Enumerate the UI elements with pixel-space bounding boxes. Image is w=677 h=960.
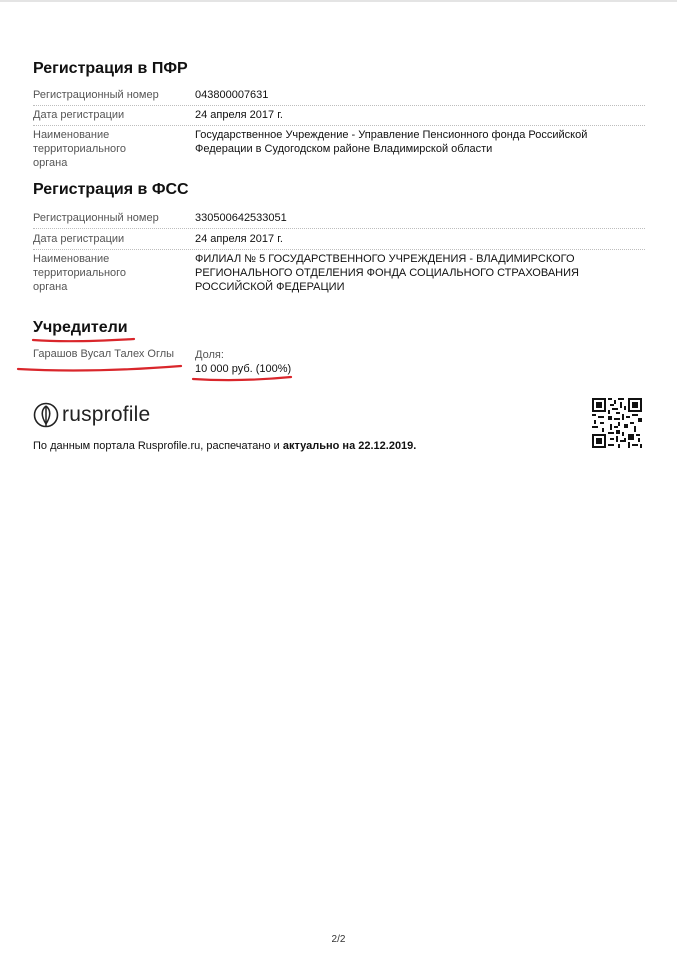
pfr-row-reg-number [33, 88, 645, 106]
page-number: 2/2 [331, 934, 346, 945]
field-label: Наименование территориального органа [33, 253, 127, 293]
pfr-row-authority [33, 128, 645, 169]
field-label: Дата регистрации [33, 233, 125, 245]
share-label: Доля: [195, 349, 224, 361]
top-rule [0, 0, 677, 2]
fss-row-reg-number [33, 211, 645, 229]
red-underline-annotations [0, 330, 677, 390]
founder-name: Гарашов Вусал Талех Оглы [33, 348, 175, 360]
field-value: ФИЛИАЛ № 5 ГОСУДАРСТВЕННОГО УЧРЕЖДЕНИЯ - ВЛАДИМИРСКОГО РЕГИОНАЛЬНОГО ОТДЕЛЕНИЯ ФОНДА СОЦИАЛЬНОГО СТРАХОВАНИЯ РОССИЙСКОЙ ФЕДЕРАЦИИ [195, 253, 579, 293]
fss-row-authority [33, 252, 645, 298]
red-underline-name [18, 366, 181, 370]
footer-note-date: актуально на 22.12.2019. [282, 440, 417, 452]
field-label: Регистрационный номер [33, 212, 159, 224]
footer-note-text: По данным портала Rusprofile.ru, распечатано и [33, 440, 283, 452]
field-value: 24 апреля 2017 г. [195, 233, 283, 245]
section-title-founders: Учредители [33, 319, 128, 336]
field-value: 24 апреля 2017 г. [195, 109, 283, 121]
field-label: Наименование территориального органа [33, 129, 127, 169]
field-label: Регистрационный номер [33, 89, 159, 101]
pfr-row-reg-date [33, 108, 645, 126]
field-value: Государственное Учреждение - Управление Пенсионного фонда Российской Федерации в Судогодском районе Владимирской области [195, 129, 588, 155]
red-underline-title [33, 339, 134, 341]
share-value: 10 000 руб. (100%) [195, 363, 292, 375]
logo-text: rusprofile [62, 403, 151, 426]
section-title-pfr: Регистрация в ПФР [33, 60, 188, 77]
rusprofile-logo-icon [33, 402, 59, 428]
qr-code-icon [592, 398, 642, 448]
field-value: 043800007631 [195, 89, 269, 101]
section-title-fss: Регистрация в ФСС [33, 181, 189, 198]
red-underline-share [193, 377, 291, 380]
rusprofile-logo [33, 400, 150, 430]
field-value: 330500642533051 [195, 212, 287, 224]
footer-note [33, 440, 416, 452]
fss-row-reg-date [33, 232, 645, 250]
field-label: Дата регистрации [33, 109, 125, 121]
